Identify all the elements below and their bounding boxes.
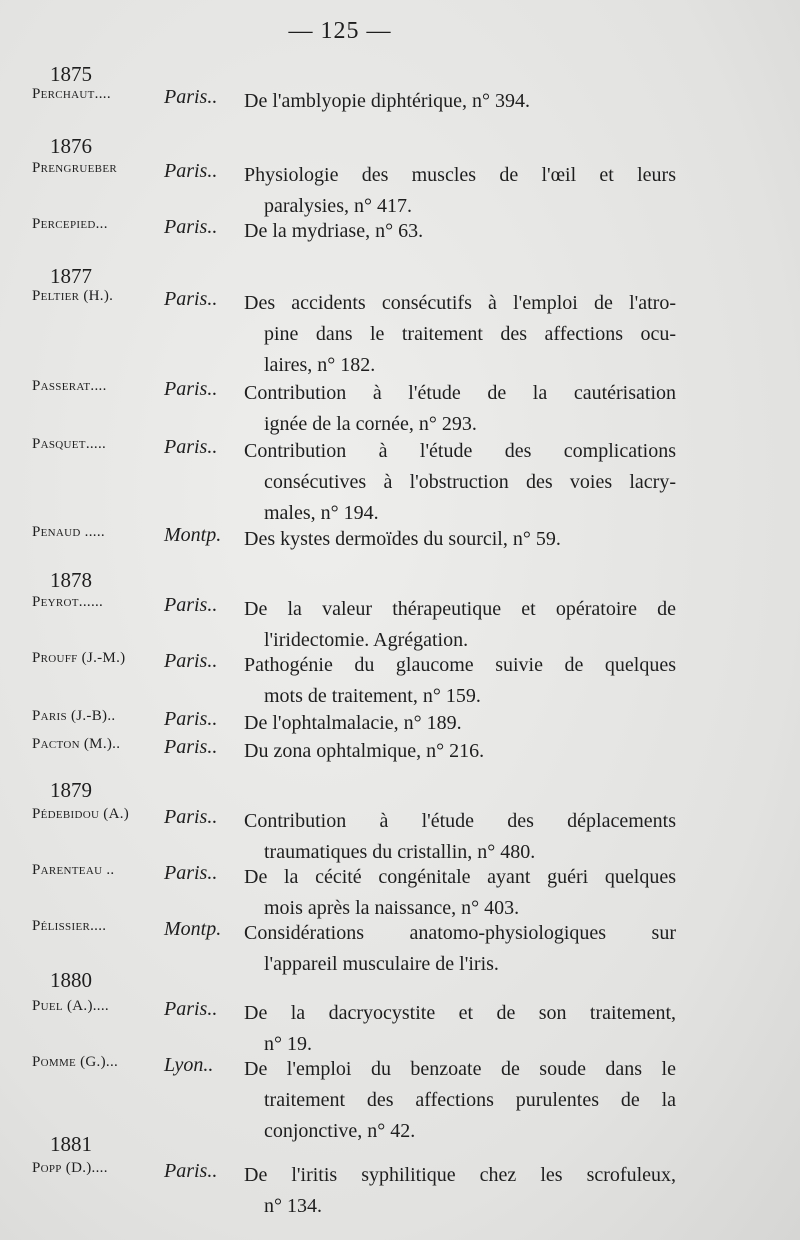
entry-title-line: mots de traitement, n° 159. (264, 685, 481, 707)
entry-author: Prouff (J.-M.) (32, 650, 126, 666)
entry-title (244, 216, 676, 247)
entry-title-line: De la mydriase, n° 63. (244, 220, 424, 242)
entry-title (244, 650, 676, 712)
entry-title-line: pine dans le traitement des affections ocu- (264, 323, 676, 345)
entry-city: Paris.. (164, 650, 218, 672)
entry-title-line: conjonctive, n° 42. (264, 1120, 416, 1142)
entry-title-line: De la dacryocystite et de son traitement, (244, 1002, 676, 1024)
year-heading: 1878 (50, 568, 92, 592)
entry-title-line: consécutives à l'obstruction des voies lacry- (264, 471, 676, 493)
entry-title-line: Physiologie des muscles de l'œil et leurs (244, 164, 676, 186)
entry-title (244, 1054, 676, 1147)
entry-author: Peyrot...... (32, 594, 104, 610)
year-heading: 1875 (50, 62, 92, 86)
entry-author: Prengrueber (32, 160, 117, 176)
year-heading: 1880 (50, 968, 92, 992)
year-heading: 1879 (50, 778, 92, 802)
entry-author: Pacton (M.).. (32, 736, 121, 752)
entry-title (244, 436, 676, 529)
entry-author: Perchaut.... (32, 86, 111, 102)
entry-author: Peltier (H.). (32, 288, 114, 304)
entry-title (244, 1160, 676, 1222)
year-heading: 1877 (50, 264, 92, 288)
entry-author: Puel (A.).... (32, 998, 109, 1014)
entry-city: Paris.. (164, 288, 218, 310)
entry-title-line: l'iridectomie. Agrégation. (264, 629, 469, 651)
entry-title-line: traumatiques du cristallin, n° 480. (264, 841, 536, 863)
entry-city: Paris.. (164, 594, 218, 616)
entry-city: Lyon.. (164, 1054, 214, 1076)
entry-city: Paris.. (164, 862, 218, 884)
entry-title (244, 918, 676, 980)
entry-city: Paris.. (164, 86, 218, 108)
entry-city: Paris.. (164, 1160, 218, 1182)
entry-title-line: mois après la naissance, n° 403. (264, 897, 520, 919)
entry-title (244, 288, 676, 381)
entry-author: Pomme (G.)... (32, 1054, 119, 1070)
entry-title-line: n° 19. (264, 1033, 312, 1055)
entry-author: Pasquet..... (32, 436, 107, 452)
entry-city: Paris.. (164, 806, 218, 828)
entry-title (244, 86, 676, 117)
entry-title-line: ignée de la cornée, n° 293. (264, 413, 477, 435)
entry-city: Montp. (164, 524, 222, 546)
entry-title (244, 862, 676, 924)
entry-author: Passerat.... (32, 378, 107, 394)
entry-title-line: De l'emploi du benzoate de soude dans le (244, 1058, 676, 1080)
page-number: — 125 — (288, 18, 392, 44)
entry-title-line: n° 134. (264, 1195, 322, 1217)
year-heading: 1881 (50, 1132, 92, 1156)
entry-title-line: males, n° 194. (264, 502, 379, 524)
entry-city: Paris.. (164, 160, 218, 182)
entry-title-line: traitement des affections purulentes de la (264, 1089, 676, 1111)
entry-title (244, 708, 676, 739)
entry-title (244, 378, 676, 440)
entry-title-line: De la cécité congénitale ayant guéri quelques (244, 866, 676, 888)
entry-city: Paris.. (164, 998, 218, 1020)
entry-title-line: Contribution à l'étude des déplacements (244, 810, 676, 832)
entry-title-line: Contribution à l'étude des complications (244, 440, 676, 462)
entry-author: Penaud ..... (32, 524, 105, 540)
entry-title-line: De l'ophtalmalacie, n° 189. (244, 712, 462, 734)
entry-title-line: Contribution à l'étude de la cautérisation (244, 382, 676, 404)
entry-city: Paris.. (164, 736, 218, 758)
entry-author: Percepied... (32, 216, 108, 232)
entry-title-line: Considérations anatomo-physiologiques sur (244, 922, 676, 944)
entry-title (244, 736, 676, 767)
entry-author: Popp (D.).... (32, 1160, 108, 1176)
year-heading: 1876 (50, 134, 92, 158)
entry-city: Paris.. (164, 708, 218, 730)
entry-title-line: De l'amblyopie diphtérique, n° 394. (244, 90, 530, 112)
entry-title (244, 594, 676, 656)
entry-author: Parenteau .. (32, 862, 115, 878)
entry-city: Paris.. (164, 378, 218, 400)
entry-city: Paris.. (164, 216, 218, 238)
entry-title (244, 160, 676, 222)
entry-author: Pédebidou (A.) (32, 806, 130, 822)
entry-title-line: Du zona ophtalmique, n° 216. (244, 740, 485, 762)
entry-title-line: Des kystes dermoïdes du sourcil, n° 59. (244, 528, 561, 550)
entry-author: Paris (J.-B).. (32, 708, 116, 724)
entry-title-line: De la valeur thérapeutique et opératoire de (244, 598, 676, 620)
entry-title-line: Des accidents consécutifs à l'emploi de l'atro- (244, 292, 676, 314)
entry-title (244, 998, 676, 1060)
entry-author: Pélissier.... (32, 918, 107, 934)
entry-title-line: l'appareil musculaire de l'iris. (264, 953, 499, 975)
entry-title-line: Pathogénie du glaucome suivie de quelques (244, 654, 676, 676)
entry-city: Montp. (164, 918, 222, 940)
entry-title-line: paralysies, n° 417. (264, 195, 412, 217)
entry-title-line: laires, n° 182. (264, 354, 376, 376)
entry-title (244, 806, 676, 868)
entry-title-line: De l'iritis syphilitique chez les scrofuleux, (244, 1164, 676, 1186)
entry-city: Paris.. (164, 436, 218, 458)
entry-title (244, 524, 676, 555)
